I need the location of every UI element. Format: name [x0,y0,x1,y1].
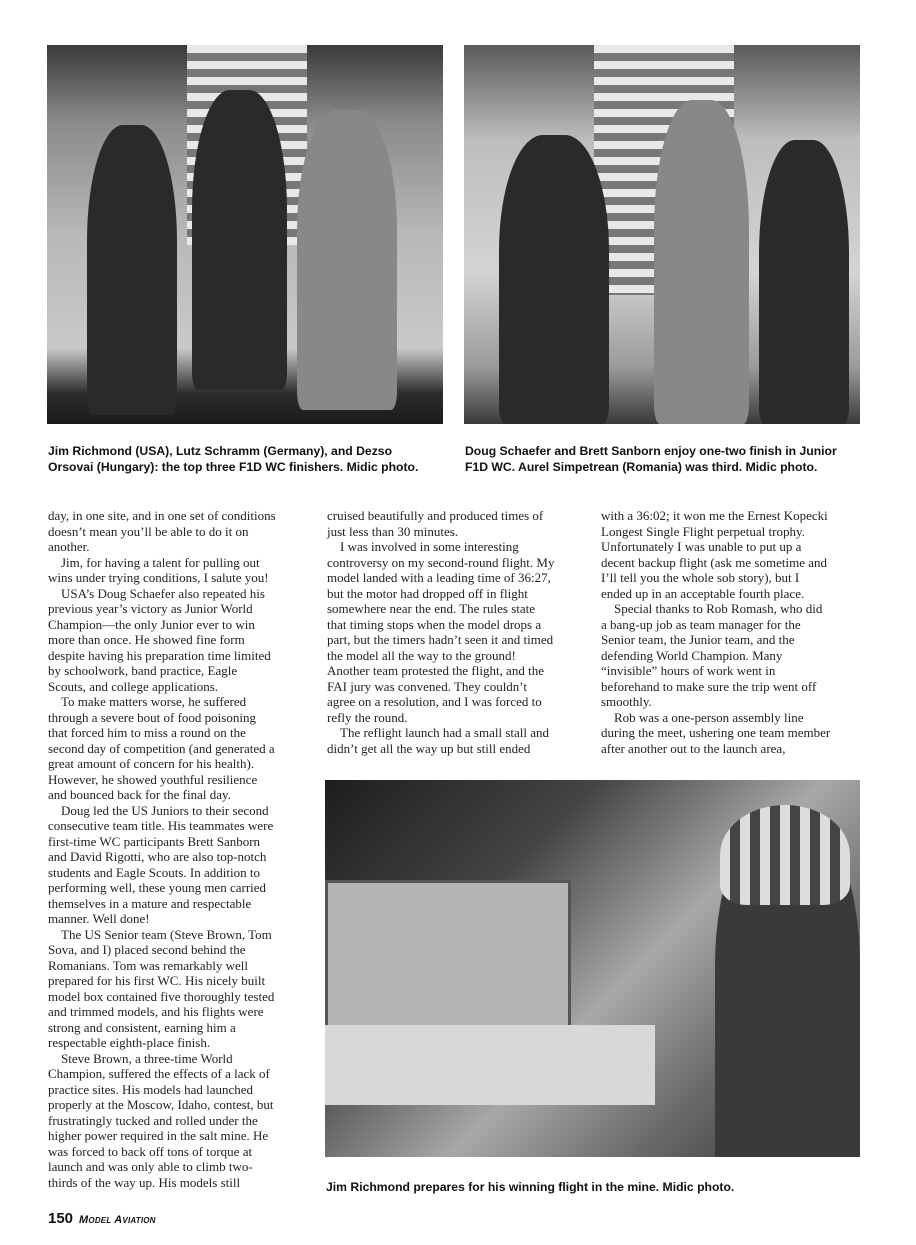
person-figure [654,100,749,424]
text-line: decent backup flight (ask me sometime and [601,554,827,570]
text-line: Scouts, and college applications. [48,678,219,694]
page-footer [48,1210,156,1227]
person-figure [499,135,609,424]
text-line: cruised beautifully and produced times of [327,508,544,523]
text-line: manner. Well done! [48,911,150,926]
text-line: Sova, and I) placed second behind the [48,942,246,957]
text-line: first-time WC participants Brett Sanborn [48,833,261,849]
text-line: and bounced back for the final day. [48,787,231,802]
text-line: more than once. He showed fine form [48,632,245,647]
text-line: through a severe bout of food poisoning [48,709,256,725]
text-line: another. [48,539,90,554]
text-line: practice sites. His models had launched [48,1081,254,1097]
text-line: respectable eighth-place finish. [48,1035,211,1050]
magazine-name: Model Aviation [79,1214,156,1226]
caption-line: Jim Richmond (USA), Lutz Schramm (Germany), and Dezso [48,444,393,458]
page-number: 150 [48,1210,74,1227]
photo-jim-richmond-model-box [325,780,860,1157]
text-line: I’ll tell you the whole sob story), but I [601,570,800,585]
text-line: prepared for his first WC. His nicely built [48,973,266,988]
text-line: just less than 30 minutes. [327,523,459,539]
person-figure [297,110,397,410]
text-line: Rob was a one-person assembly line [601,709,804,725]
text-line: with a 36:02; it won me the Ernest Kopecki [601,508,828,523]
text-line: “invisible” hours of work went in [601,663,776,678]
table [325,1025,655,1105]
text-line: Steve Brown, a three-time World [48,1050,233,1066]
text-line: model landed with a leading time of 36:27, [327,570,551,585]
text-line: great amount of concern for his health). [48,756,255,771]
text-line: model box contained five thoroughly tested [48,988,275,1004]
text-line: day, in one site, and in one set of conditions [48,508,276,523]
text-line: previous year’s victory as Junior World [48,601,253,616]
text-line: performing well, these young men carried [48,880,267,895]
text-line: Longest Single Flight perpetual trophy. [601,523,805,539]
text-line: despite having his preparation time limited [48,647,271,663]
photo-caption-right [465,444,837,475]
text-line: The reflight launch had a small stall and [327,725,550,740]
text-line: a bang-up job as team manager for the [601,616,801,632]
text-line: USA’s Doug Schaefer also repeated his [48,585,265,601]
text-line: consecutive team title. His teammates were [48,818,274,833]
text-line: However, he showed youthful resilience [48,771,258,787]
photo-caption-left [48,444,418,475]
text-line: Unfortunately I was unable to put up a [601,539,802,554]
text-line: higher power required in the salt mine. He [48,1128,269,1143]
person-figure [87,125,177,415]
person-figure [192,90,287,390]
article-column-2 [327,508,554,756]
text-line: properly at the Moscow, Idaho, contest, but [48,1097,274,1112]
text-line: Champion—the only Junior ever to win [48,616,255,632]
text-line: Jim, for having a talent for pulling out [48,554,260,570]
caption-line: Orsovai (Hungary): the top three F1D WC finishers. Midic photo. [48,459,419,474]
text-line: somewhere near the end. The rules state [327,601,536,616]
text-line: that forced him to miss a round on the [48,725,246,740]
photo-f1d-wc-podium [47,45,443,424]
text-line: controversy on my second-round flight. My [327,554,555,570]
text-line: defending World Champion. Many [601,647,783,663]
text-line: Senior team, the Junior team, and the [601,632,795,647]
text-line: Another team protested the flight, and the [327,663,544,678]
text-line: The US Senior team (Steve Brown, Tom [48,926,272,942]
text-line: themselves in a mature and respectable [48,895,252,911]
text-line: after another out to the launch area, [601,740,786,756]
text-line: thirds of the way up. His models still [48,1174,241,1190]
article-column-1 [48,508,276,1190]
text-line: and trimmed models, and his flights were [48,1004,264,1019]
text-line: doesn’t mean you’ll be able to do it on [48,523,249,539]
photo-caption-bottom: Jim Richmond prepares for his winning flight in the mine. Midic photo. [326,1180,735,1194]
text-line: refly the round. [327,709,408,725]
caption-line: F1D WC. Aurel Simpetrean (Romania) was third. Midic photo. [465,459,818,474]
text-line: Doug led the US Juniors to their second [48,802,269,818]
text-line: agree on a resolution, and I was forced to [327,694,542,709]
text-line: part, but the timers hadn’t seen it and timed [327,632,554,647]
person-figure [759,140,849,424]
text-line: that timing stops when the model drops a [327,616,542,632]
text-line: Special thanks to Rob Romash, who did [601,601,823,616]
text-line: Romanians. Tom was remarkably well [48,957,248,973]
text-line: strong and consistent, earning him a [48,1019,236,1035]
text-line: the model all the way to the ground! [327,647,516,663]
caption-line: Doug Schaefer and Brett Sanborn enjoy one-two finish in Junior [465,444,837,458]
text-line: FAI jury was convened. They couldn’t [327,678,528,694]
text-line: frustratingly tucked and rolled under the [48,1112,258,1128]
model-box [325,880,571,1036]
text-line: during the meet, ushering one team member [601,725,831,740]
text-line: To make matters worse, he suffered [48,694,247,709]
text-line: didn’t get all the way up but still ended [327,740,531,756]
photo-junior-podium [464,45,860,424]
text-line: wins under trying conditions, I salute you! [48,570,269,585]
knit-hat [720,805,850,905]
text-line: students and Eagle Scouts. In addition to [48,864,260,880]
text-line: was forced to back off tons of torque at [48,1143,253,1159]
text-line: second day of competition (and generated a [48,740,275,756]
text-line: Champion, suffered the effects of a lack of [48,1066,270,1081]
article-column-3 [601,508,830,756]
text-line: and David Rigotti, who are also top-notch [48,849,267,864]
text-line: smoothly. [601,694,652,709]
text-line: I was involved in some interesting [327,539,519,554]
text-line: ended up in an acceptable fourth place. [601,585,805,601]
text-line: beforehand to make sure the trip went off [601,678,817,694]
text-line: launch and was only able to climb two- [48,1159,253,1174]
text-line: by schoolwork, band practice, Eagle [48,663,238,678]
text-line: but the motor had dropped off in flight [327,585,528,601]
